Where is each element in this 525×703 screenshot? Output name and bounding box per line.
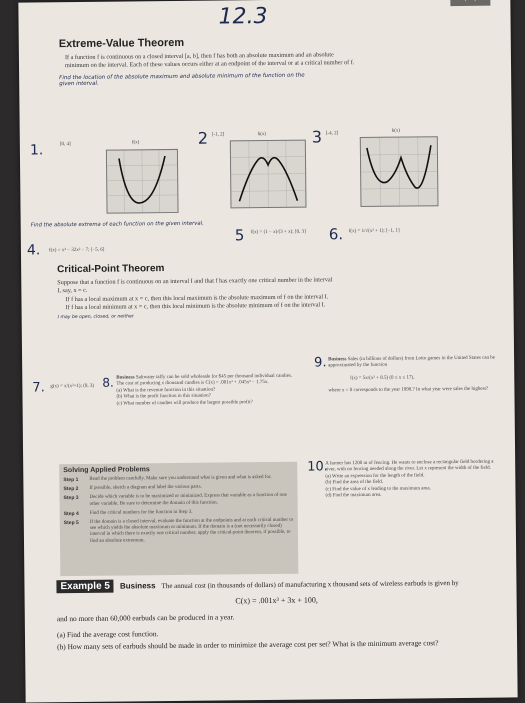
- ex1-graph: [106, 149, 179, 214]
- ex9-text: Sales (in billions of dollars) from Lotto games in the United States can be approximated by the function: [328, 355, 496, 369]
- ex8-block: [116, 374, 296, 408]
- critical-point-title: Critical-Point Theorem: [57, 263, 165, 276]
- example5-intro: The annual cost (in thousands of dollars) of manufacturing x thousand sets of wireless earbuds is given by: [161, 578, 459, 590]
- critical-point-note: I may be open, closed, or neither: [57, 314, 134, 320]
- solving-step-label: Step 4: [63, 510, 79, 517]
- critical-point-text1: Suppose that a function f is continuous on an interval I and that f has exactly one critical number in the interval I, say, x = c.: [57, 276, 333, 295]
- solving-step: [63, 475, 293, 484]
- example5-section: [56, 576, 497, 654]
- solving-box: [59, 462, 298, 576]
- ex3-fn-label: k(x): [391, 128, 401, 134]
- ex10-part-a: (a) Write an expression for the length of the field.: [325, 473, 425, 480]
- exercise-row-4-6: [26, 225, 497, 261]
- ex5-expr: f(x) = (1 − x)/(3 + x); [0, 3]: [250, 229, 306, 236]
- ex10-part-b: (b) Find the area of the field.: [325, 480, 384, 486]
- ex4-expr: f(x) = x⁴ − 32x² − 7; [−5, 6]: [48, 247, 105, 254]
- ex3-graph: [360, 136, 439, 207]
- example5-heading: Business: [119, 580, 156, 591]
- ex1-fn-label: f(x): [131, 140, 140, 146]
- solving-step-label: Step 5: [63, 520, 79, 527]
- solving-step: [64, 509, 294, 518]
- example5-label: Example 5: [56, 580, 114, 594]
- ex7-number: 7.: [32, 380, 45, 396]
- ex9-rest: where x = 0 corresponds to the year 1990.? In what year were sales the highest?: [328, 386, 489, 394]
- ex5-number: 5: [234, 226, 245, 245]
- extreme-value-instruction: Find the location of the absolute maximum and absolute minimum of the function on the given interval.: [59, 72, 305, 87]
- ex8-part-a: (a) What is the revenue function in this situation?: [116, 387, 216, 394]
- ex10-number: 10.: [307, 459, 328, 475]
- ex10-part-c: (c) Find the value of x leading to the maximum area.: [325, 485, 431, 493]
- ex10-block: [325, 460, 500, 500]
- ex3-number: 3: [311, 127, 323, 147]
- solving-step: [64, 493, 294, 508]
- solving-step-text: If possible, sketch a diagram and label the various parts.: [89, 484, 202, 492]
- extreme-value-text: If a function f is continuous on a closed interval [a, b], then f has both an absolute maximum and an absolute minimum on the interval. Each of these values occurs either at an endpoint of the interval or at a critical number of f.: [64, 51, 355, 70]
- ex8-number: 8.: [102, 375, 114, 390]
- solving-title: Solving Applied Problems: [63, 466, 150, 475]
- ex8-text: Saltwater taffy can be sold wholesale for $45 per thousand individual candies. The cost of producing x thousand candies is C(x) = .001x³ + .045x² − 1.75x.: [116, 373, 293, 387]
- ex10-text: A farmer has 1200 m of fencing. He wants to enclose a rectangular field bordering a river, with no fencing needed along the river. Let x represent the width of the field.: [325, 459, 494, 473]
- solving-step-label: Step 2: [63, 486, 79, 493]
- critical-point-section: [57, 261, 358, 374]
- ex7-expr: g(x) = x/(x²+1); (0, 3): [50, 383, 95, 390]
- critical-point-text3: If f has a local minimum at x = c, then this local minimum is the absolute minimum of f on the interval I.: [65, 301, 326, 312]
- solving-step-text: If the domain is a closed interval, evaluate the function at the endpoints and at each critical number to see which yields the absolute maximum or minimum. If the domain is a (not necessarily closed) interval in which there is exactly one critical number, apply the critical-point theorem, if possible, to find an absolute extremum.: [89, 517, 294, 544]
- ex4-number: 4.: [26, 242, 41, 259]
- ex10-part-d: (d) Find the maximum area.: [325, 492, 382, 499]
- solving-step: [63, 484, 293, 493]
- ex9-block: [328, 356, 498, 395]
- example5-part-a: (a) Find the average cost function.: [56, 629, 159, 640]
- ex9-number: 9.: [314, 355, 327, 371]
- solving-step-text: Decide which variable is to be maximized or minimized. Express that variable as a function of one other variable. Be sure to determine the domain of this function.: [89, 493, 287, 507]
- example5-part-b: (b) How many sets of earbuds should be made in order to minimize the average cost per set? What is the minimum average cost?: [57, 638, 439, 652]
- solving-step: [64, 518, 294, 545]
- ex8-title: Business: [116, 375, 135, 381]
- corner-tab: [450, 0, 490, 6]
- solving-step-label: Step 3: [63, 495, 79, 502]
- ex9-title: Business: [328, 357, 347, 363]
- page-number: 12.3: [218, 3, 268, 30]
- ex6-expr: f(x) = 1/√(x² + 1); [−1, 1]: [348, 228, 400, 235]
- ex8-part-c: (c) What number of candies will produce the largest possible profit?: [116, 399, 253, 407]
- ex2-fn-label: h(x): [257, 132, 267, 138]
- critical-point-text2: If f has a local maximum at x = c, then this local maximum is the absolute maximum of f on the interval I.: [65, 293, 329, 303]
- solving-steps: [59, 475, 298, 545]
- solving-step-label: Step 1: [63, 476, 79, 484]
- example5-condition: and no more than 60,000 earbuds can be produced in a year.: [56, 612, 235, 624]
- ex8-part-b: (b) What is the profit function in this situation?: [116, 393, 211, 400]
- ex1-number: 1.: [29, 142, 44, 159]
- ex1-interval: [0, 4]: [59, 142, 71, 148]
- ex6-number: 6.: [328, 225, 344, 244]
- ex9-formula: l(x) = 5x/(x² + 8.5) (0 ≤ x ≤ 17),: [350, 375, 415, 381]
- ex2-number: 2: [197, 128, 209, 148]
- solving-step-text: Find the critical numbers for the function in Step 3.: [89, 509, 193, 516]
- example5-formula: C(x) = .001x³ + 3x + 100,: [235, 595, 318, 606]
- ex2-graph: [230, 140, 307, 209]
- find-extrema-instruction: Find the absolute extrema of each function on the given interval.: [30, 220, 204, 229]
- worksheet-page: [18, 0, 517, 703]
- extreme-value-title: Extreme-Value Theorem: [58, 36, 185, 51]
- ex3-interval: [-4, 2]: [325, 131, 339, 137]
- ex2-interval: [-1, 2]: [211, 132, 225, 138]
- solving-step-text: Read the problem carefully. Make sure you understand what is given and what is asked for.: [89, 474, 272, 482]
